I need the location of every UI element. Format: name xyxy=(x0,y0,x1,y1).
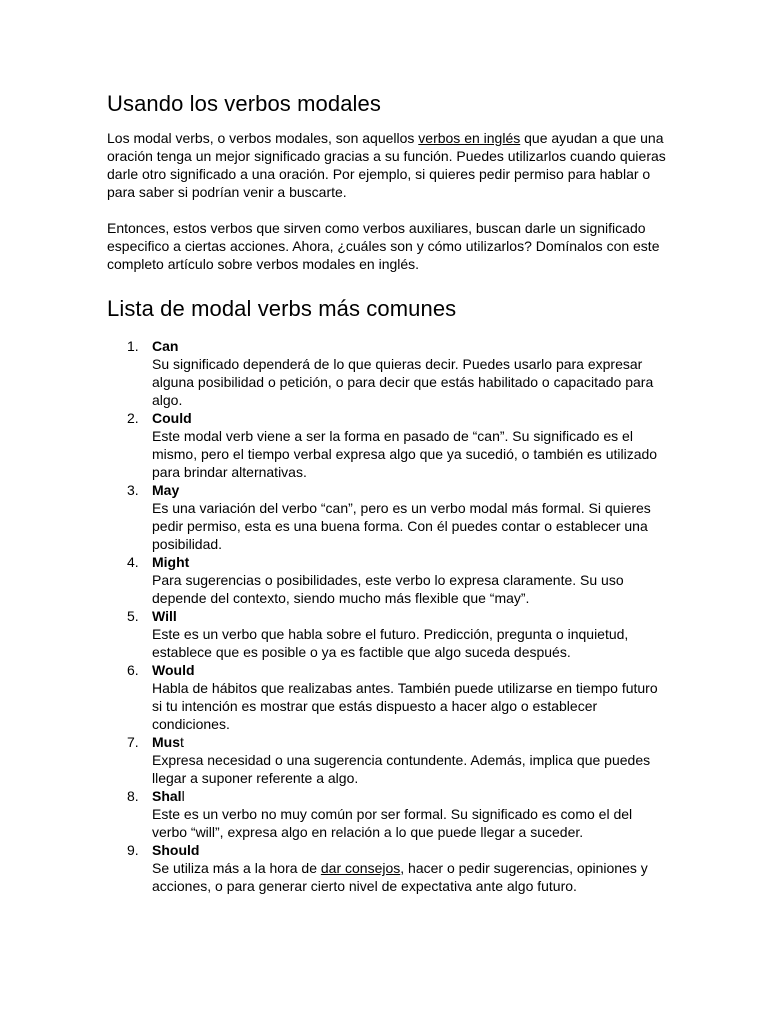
list-term xyxy=(152,409,667,427)
list-item-would xyxy=(107,661,667,733)
list-number: 1. xyxy=(127,338,139,354)
list-term xyxy=(152,553,667,571)
list-description: Para sugerencias o posibilidades, este verbo lo expresa claramente. Su uso depende del contexto, siendo mucho más flexible que “may”. xyxy=(152,572,624,606)
list-description xyxy=(152,859,667,895)
desc-text-after: , hacer o pedir sugerencias, opiniones y acciones, o para generar cierto nivel de expectativa ante algo futuro. xyxy=(152,860,648,894)
term-rest: l xyxy=(181,788,185,804)
intro-text-after: que ayudan a que una oración tenga un mejor significado gracias a su función. Puedes utilizarlos cuando quieras darle otro significado a una oración. Por ejemplo, si quieres pedir permiso para hablar o para saber si podrían venir a buscarte. xyxy=(107,130,666,200)
list-number: 5. xyxy=(127,608,139,624)
term-bold: Shal xyxy=(152,788,182,804)
section-title-list: Lista de modal verbs más comunes xyxy=(107,296,457,321)
list-number: 6. xyxy=(127,662,139,678)
list-description: Este es un verbo que habla sobre el futuro. Predicción, pregunta o inquietud, establece que es posible o ya es factible que algo suceda después. xyxy=(152,626,629,660)
list-term xyxy=(152,337,667,355)
list-item-may xyxy=(107,481,667,553)
desc-text-before: Se utiliza más a la hora de xyxy=(152,860,321,876)
list-item-must xyxy=(107,733,667,787)
list-item-shall xyxy=(107,787,667,841)
list-item-could xyxy=(107,409,667,481)
list-number: 4. xyxy=(127,554,139,570)
list-number: 2. xyxy=(127,410,139,426)
term-bold: Will xyxy=(152,608,177,624)
dar-consejos-link[interactable]: dar consejos xyxy=(320,860,401,876)
intro-paragraph xyxy=(107,129,667,201)
list-item-should xyxy=(107,841,667,895)
document-content xyxy=(107,90,667,895)
list-item-will xyxy=(107,607,667,661)
term-bold: Can xyxy=(152,338,179,354)
list-number: 3. xyxy=(127,482,139,498)
list-number: 7. xyxy=(127,734,139,750)
list-term xyxy=(152,733,667,751)
term-bold: May xyxy=(152,482,180,498)
list-term xyxy=(152,607,667,625)
list-description: Este modal verb viene a ser la forma en pasado de “can”. Su significado es el mismo, pero el tiempo verbal expresa algo que ya sucedió, o también es utilizado para brindar alternativas. xyxy=(152,428,658,480)
list-description: Su significado dependerá de lo que quieras decir. Puedes usarlo para expresar alguna posibilidad o petición, o para decir que estás habilitado o capacitado para algo. xyxy=(152,356,654,408)
term-bold: Would xyxy=(152,662,195,678)
section-title-modal-verbs: Usando los verbos modales xyxy=(107,91,381,116)
list-number: 8. xyxy=(127,788,139,804)
modal-verbs-list xyxy=(107,337,667,895)
list-description: Habla de hábitos que realizabas antes. También puede utilizarse en tiempo futuro si tu intención es mostrar que estás dispuesto a hacer algo o establecer condiciones. xyxy=(152,680,658,732)
intro-text-before: Los modal verbs, o verbos modales, son aquellos xyxy=(107,130,419,146)
list-term xyxy=(152,787,667,805)
list-description: Expresa necesidad o una sugerencia contundente. Además, implica que puedes llegar a suponer referente a algo. xyxy=(152,752,651,786)
list-item-can xyxy=(107,337,667,409)
list-item-might xyxy=(107,553,667,607)
term-bold: Could xyxy=(152,410,192,426)
verbos-en-ingles-link[interactable]: verbos en inglés xyxy=(418,130,521,146)
list-number: 9. xyxy=(127,842,139,858)
list-term xyxy=(152,661,667,679)
second-paragraph: Entonces, estos verbos que sirven como verbos auxiliares, buscan darle un significado especifico a ciertas acciones. Ahora, ¿cuáles son y cómo utilizarlos? Domínalos con este completo artículo sobre verbos modales en inglés. xyxy=(107,220,660,272)
list-description: Este es un verbo no muy común por ser formal. Su significado es como el del verbo “will”, expresa algo en relación a lo que puede llegar a suceder. xyxy=(152,806,633,840)
term-bold: Should xyxy=(152,842,200,858)
list-term xyxy=(152,481,667,499)
list-term xyxy=(152,841,667,859)
term-rest: t xyxy=(180,734,184,750)
term-bold: Might xyxy=(152,554,190,570)
list-description: Es una variación del verbo “can”, pero es un verbo modal más formal. Si quieres pedir permiso, esta es una buena forma. Con él puedes contar o establecer una posibilidad. xyxy=(152,500,651,552)
term-bold: Mus xyxy=(152,734,180,750)
